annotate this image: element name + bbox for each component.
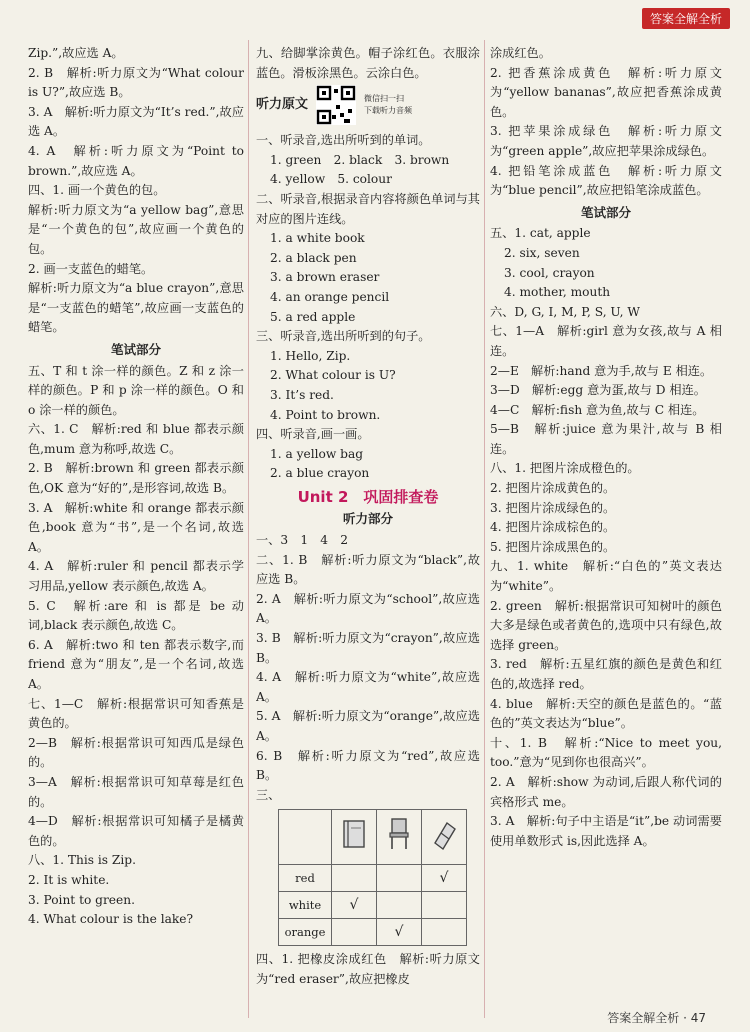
paragraph: 4. A 解析:ruler 和 pencil 都表示学习用品,yellow 表示颜色,故选 A。 [28,559,244,594]
paragraph: 3. B 解析:听力原文为“crayon”,故应选 B。 [256,631,480,665]
paragraph: Zip.”,故应选 A。 [28,46,124,60]
paragraph: 2—B 解析:根据常识可知西瓜是绿色的。 [28,735,244,770]
section-heading-written: 笔试部分 [580,204,631,220]
listening-script-header [256,85,480,125]
paragraph: 九、1. white 解析:“白色的”英文表达为“white”。 [490,559,722,594]
paragraph: 五、1. cat, apple [490,226,591,241]
column-1 [28,44,244,1018]
paragraph: 5. C 解析:are 和 is 都是 be 动词,black 表示颜色,故选 C。 [28,598,244,633]
chair-picture [377,810,422,865]
column-3 [490,44,722,1018]
paragraph: 5—B 解析:juice 意为果汁,故与 B 相连。 [490,422,722,456]
paragraph: 五、T 和 t 涂一样的颜色。Z 和 z 涂一样的颜色。P 和 p 涂一样的颜色。O 和 o 涂一样的颜色。 [28,363,244,417]
paragraph: 二、听录音,根据录音内容将颜色单词与其对应的图片连线。 [256,191,480,226]
column-divider [248,40,249,1018]
paragraph: 1. green 2. black 3. brown [270,152,450,167]
section-heading-listening: 听力部分 [342,511,393,527]
paragraph: 3. a brown eraser [270,270,380,285]
paragraph: 2. a blue crayon [270,466,370,481]
column-divider [484,40,485,1018]
paragraph: 4. 把铅笔涂成蓝色 解析:听力原文为“blue pencil”,故应把铅笔涂成蓝色。 [490,163,722,198]
answer-table [278,809,467,946]
paragraph: 3. red 解析:五星红旗的颜色是黄色和红色的,故选择 red。 [490,657,722,691]
paragraph: 3. 把苹果涂成绿色 解析:听力原文为“green apple”,故应把苹果涂成绿色。 [490,124,722,158]
qr-caption-line: 微信扫一扫 [364,94,405,104]
paragraph: 八、1. 把图片涂成橙色的。 [490,461,640,476]
paragraph: 3. A 解析:句子中主语是“it”,be 动词需要使用单数形式 is,因此选择 A。 [490,814,722,848]
paragraph: 2. a black pen [270,250,357,265]
paragraph: 6. A 解析:two 和 ten 都表示数字,而 friend 意为“朋友”,是一个名词,故选 A。 [28,637,244,691]
paragraph: 解析:听力原文为“a yellow bag”,意思是“一个黄色的包”,故应画一个黄色的包。 [28,202,244,256]
table-row [279,892,467,919]
table-row [279,865,467,892]
check-cell: √ [422,865,467,892]
paragraph: 4. blue 解析:天空的颜色是蓝色的。“蓝色的”英文表达为“blue”。 [490,696,722,731]
paragraph: 3. cool, crayon [504,265,595,280]
paragraph: 4. mother, mouth [504,285,611,300]
paragraph: 4. A 解析:听力原文为“white”,故应选 A。 [256,670,480,704]
column-2 [256,44,480,1018]
check-cell: √ [332,892,377,919]
paragraph: 九、给脚掌涂黄色。帽子涂红色。衣服涂蓝色。滑板涂黑色。云涂白色。 [256,46,480,80]
paragraph: 2. What colour is U? [270,368,396,383]
paragraph: 2. B 解析:brown 和 green 都表示颜色,OK 意为“好的”,是形容词,故选 B。 [28,461,244,496]
paragraph: 2. green 解析:根据常识可知树叶的颜色大多是绿色或者黄色的,选项中只有绿色,故选择 green。 [490,598,722,652]
paragraph: 5. A 解析:听力原文为“orange”,故应选 A。 [256,709,480,743]
paragraph: 三、 [256,787,281,802]
paragraph: 三、听录音,选出所听到的句子。 [256,329,431,344]
paragraph: 3. 把图片涂成绿色的。 [490,500,616,515]
page-header-brand: 答案全解全析 [642,8,730,29]
paragraph: 4. yellow 5. colour [270,172,392,187]
paragraph: 4. A 解析:听力原文为“Point to brown.”,故应选 A。 [28,143,244,178]
chair-icon [384,816,414,852]
section-heading-written: 笔试部分 [110,341,161,357]
paragraph: 2. 把图片涂成黄色的。 [490,481,616,496]
paragraph: 十、1. B 解析:“Nice to meet you, too.”意为“见到你也很高兴”。 [490,735,722,770]
paragraph: 2. 把香蕉涂成黄色 解析:听力原文为“yellow bananas”,故应把香蕉涂成黄色。 [490,65,722,119]
check-cell [377,892,422,919]
paragraph: 1. a yellow bag [270,446,364,461]
paragraph: 3. A 解析:white 和 orange 都表示颜色,book 意为“书”,是一个名词,故选 A。 [28,500,244,554]
eraser-icon [429,817,459,851]
table-row [279,919,467,946]
book-icon [339,817,369,851]
paragraph: 4—C 解析:fish 意为鱼,故与 C 相连。 [490,402,705,417]
paragraph: 一、听录音,选出所听到的单词。 [256,133,431,148]
paragraph: 解析:听力原文为“a blue crayon”,意思是“一支蓝色的蜡笔”,故应画一支蓝色的蜡笔。 [28,281,244,335]
paragraph: 四、1. 把橡皮涂成红色 解析:听力原文为“red eraser”,故应把橡皮 [256,952,480,986]
eraser-picture [422,810,467,865]
paragraph: 八、1. This is Zip. [28,853,136,868]
paragraph: 2. B 解析:听力原文为“What colour is U?”,故应选 B。 [28,65,244,100]
row-label: white [279,892,332,919]
paragraph: 4. an orange pencil [270,289,390,304]
paragraph: 1. a white book [270,231,365,246]
check-cell [332,919,377,946]
row-label: red [279,865,332,892]
row-label: orange [279,919,332,946]
answer-table-header-row [279,810,467,865]
paragraph: 3—A 解析:根据常识可知草莓是红色的。 [28,774,244,809]
paragraph: 六、D, G, I, M, P, S, U, W [490,304,640,319]
paragraph: 涂成红色。 [490,46,551,60]
paragraph: 3. Point to green. [28,892,135,907]
paragraph: 七、1—C 解析:根据常识可知香蕉是黄色的。 [28,696,244,731]
paragraph: 4. 把图片涂成棕色的。 [490,520,616,535]
qr-caption [364,93,412,117]
listening-script-title: 听力原文 [256,97,309,113]
check-cell [377,865,422,892]
paragraph: 3. It’s red. [270,387,334,402]
paragraph: 1. Hello, Zip. [270,348,351,363]
paragraph: 四、听录音,画一画。 [256,427,370,442]
paragraph: 六、1. C 解析:red 和 blue 都表示颜色,mum 意为称呼,故选 C。 [28,422,244,456]
paragraph: 2—E 解析:hand 意为手,故与 E 相连。 [490,363,713,378]
book-picture [332,810,377,865]
check-cell [422,919,467,946]
unit-title: Unit 2 巩固排查卷 [297,487,439,506]
paragraph: 3. A 解析:听力原文为“It’s red.”,故应选 A。 [28,104,244,139]
check-cell: √ [377,919,422,946]
paragraph: 4. What colour is the lake? [28,912,194,927]
paragraph: 2. A 解析:show 为动词,后跟人称代词的宾格形式 me。 [490,774,722,809]
paragraph: 4—D 解析:根据常识可知橘子是橘黄色的。 [28,814,244,848]
qr-caption-line: 下载听力音频 [364,106,413,116]
paragraph: 2. A 解析:听力原文为“school”,故应选 A。 [256,591,480,626]
paragraph: 七、1—A 解析:girl 意为女孩,故与 A 相连。 [490,324,722,358]
paragraph: 6. B 解析:听力原文为“red”,故应选 B。 [256,748,480,783]
paragraph: 二、1. B 解析:听力原文为“black”,故应选 B。 [256,552,480,587]
answer-table-corner [279,810,332,865]
check-cell [332,865,377,892]
paragraph: 4. Point to brown. [270,407,381,422]
paragraph: 5. 把图片涂成黑色的。 [490,539,616,554]
paragraph: 5. a red apple [270,309,356,324]
paragraph: 一、3 1 4 2 [256,533,348,548]
paragraph: 四、1. 画一个黄色的包。 [28,183,166,198]
check-cell [422,892,467,919]
page-footer: 答案全解全析 · 47 [607,1011,706,1025]
paragraph: 2. 画一支蓝色的蜡笔。 [28,261,154,276]
paragraph: 2. six, seven [504,245,580,260]
qr-code-icon [316,85,356,125]
paragraph: 2. It is white. [28,872,110,887]
paragraph: 3—D 解析:egg 意为蛋,故与 D 相连。 [490,383,706,398]
